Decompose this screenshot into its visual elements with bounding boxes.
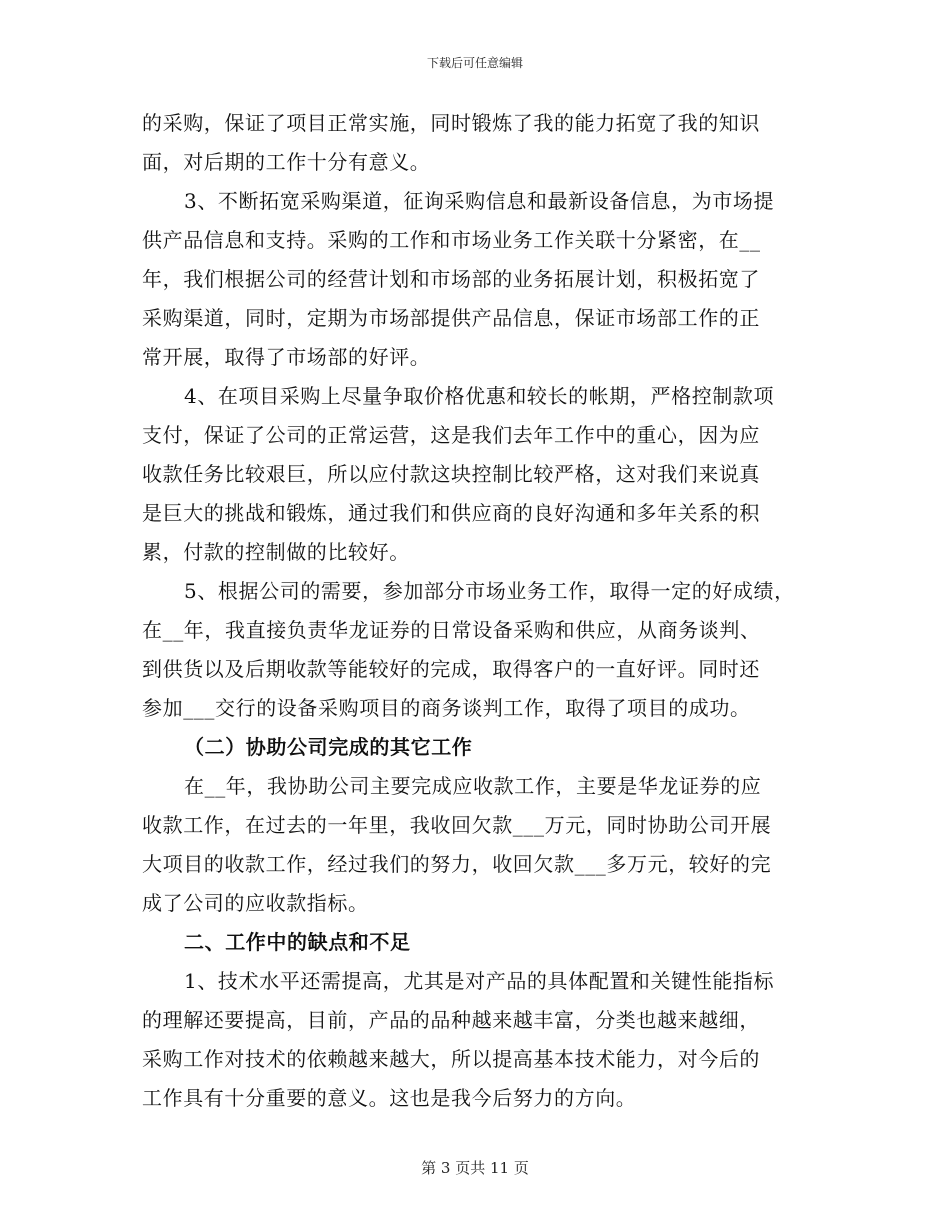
page-header: 下载后可任意编辑	[426, 56, 523, 70]
body-line: 成了公司的应收款指标。	[142, 891, 369, 915]
body-line: 面，对后期的工作十分有意义。	[142, 150, 431, 174]
body-line: 收款任务比较艰巨，所以应付款这块控制比较严格，这对我们来说真	[142, 462, 760, 486]
body-line: 供产品信息和支持。采购的工作和市场业务工作关联十分紧密，在__	[142, 228, 761, 252]
body-line: 支付，保证了公司的正常运营，这是我们去年工作中的重心，因为应	[142, 423, 760, 447]
body-line: 的采购，保证了项目正常实施，同时锻炼了我的能力拓宽了我的知识	[142, 111, 760, 135]
body-line: 大项目的收款工作，经过我们的努力，收回欠款___多万元，较好的完	[142, 852, 772, 876]
body-line: 在__年，我直接负责华龙证券的日常设备采购和供应，从商务谈判、	[142, 618, 761, 642]
page-footer: 第 3 页共 11 页	[421, 1159, 529, 1177]
body-line: 年，我们根据公司的经营计划和市场部的业务拓展计划，积极拓宽了	[142, 267, 760, 291]
list-item-1-line: 1、技术水平还需提高，尤其是对产品的具体配置和关键性能指标	[184, 969, 775, 993]
body-line: 采购工作对技术的依赖越来越大，所以提高基本技术能力，对今后的	[142, 1047, 760, 1071]
list-item-5-line: 5、根据公司的需要，参加部分市场业务工作，取得一定的好成绩，	[184, 579, 795, 603]
body-line: 参加___交行的设备采购项目的商务谈判工作，取得了项目的成功。	[142, 696, 751, 720]
body-line: 采购渠道，同时，定期为市场部提供产品信息，保证市场部工作的正	[142, 306, 760, 330]
list-item-3-line: 3、不断拓宽采购渠道，征询采购信息和最新设备信息，为市场提	[184, 189, 775, 213]
body-line: 收款工作，在过去的一年里，我收回欠款___万元，同时协助公司开展	[142, 813, 772, 837]
list-item-4-line: 4、在项目采购上尽量争取价格优惠和较长的帐期，严格控制款项	[184, 384, 775, 408]
body-line: 工作具有十分重要的意义。这也是我今后努力的方向。	[142, 1086, 637, 1110]
body-line: 的理解还要提高，目前，产品的品种越来越丰富，分类也越来越细，	[142, 1008, 760, 1032]
body-line: 累，付款的控制做的比较好。	[142, 540, 410, 564]
paragraph-first-line: 在__年，我协助公司主要完成应收款工作，主要是华龙证券的应	[184, 774, 762, 798]
body-line: 常开展，取得了市场部的好评。	[142, 345, 431, 369]
section-heading-shortcomings: 二、工作中的缺点和不足	[184, 930, 411, 954]
document-body	[142, 104, 822, 1118]
body-line: 是巨大的挑战和锻炼，通过我们和供应商的良好沟通和多年关系的积	[142, 501, 760, 525]
body-line: 到供货以及后期收款等能较好的完成，取得客户的一直好评。同时还	[142, 657, 760, 681]
section-heading-assist: （二）协助公司完成的其它工作	[184, 735, 473, 759]
